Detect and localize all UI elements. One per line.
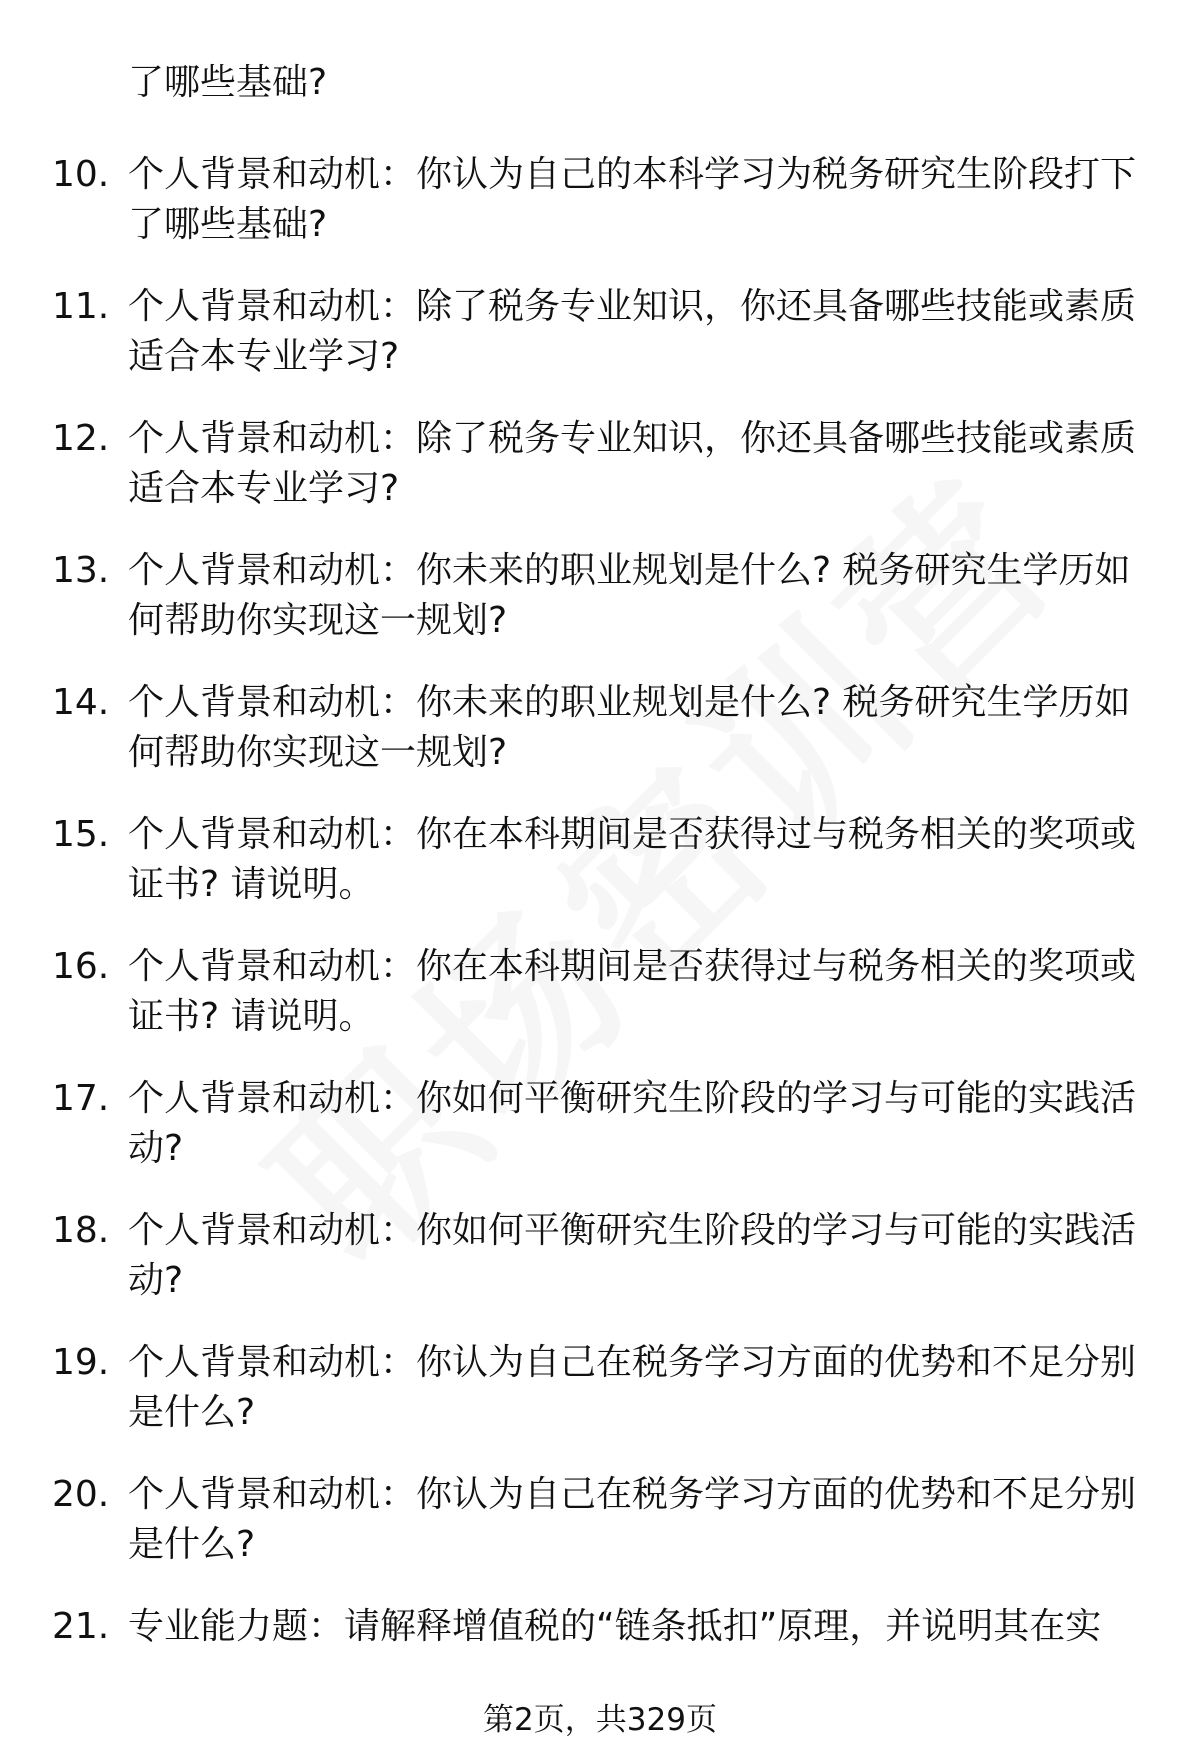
item-text: 个人背景和动机：你认为自己的本科学习为税务研究生阶段打下了哪些基础? — [128, 154, 1137, 245]
item-text: 个人背景和动机：你在本科期间是否获得过与税务相关的奖项或证书? 请说明。 — [128, 946, 1137, 1037]
item-number: 19. — [52, 1342, 110, 1383]
item-text: 个人背景和动机：你如何平衡研究生阶段的学习与可能的实践活动? — [128, 1078, 1137, 1169]
item-text: 个人背景和动机：你如何平衡研究生阶段的学习与可能的实践活动? — [128, 1210, 1137, 1301]
item-text: 个人背景和动机：你认为自己在税务学习方面的优势和不足分别是什么? — [128, 1474, 1137, 1565]
item-number: 20. — [52, 1474, 110, 1515]
item-number: 13. — [52, 550, 110, 591]
continuation-text: 了哪些基础? — [128, 62, 328, 103]
question-list — [0, 150, 1200, 1734]
item-number: 12. — [52, 418, 110, 459]
item-text: 个人背景和动机：除了税务专业知识，你还具备哪些技能或素质适合本专业学习? — [128, 286, 1137, 377]
item-number: 15. — [52, 814, 110, 855]
item-text: 个人背景和动机：你在本科期间是否获得过与税务相关的奖项或证书? 请说明。 — [128, 814, 1137, 905]
list-item — [0, 282, 1200, 414]
item-number: 18. — [52, 1210, 110, 1251]
list-item — [0, 546, 1200, 678]
item-number: 14. — [52, 682, 110, 723]
list-item — [0, 810, 1200, 942]
item-number: 21. — [52, 1606, 110, 1647]
list-item — [0, 414, 1200, 546]
list-item — [0, 1338, 1200, 1470]
item-text: 专业能力题：请解释增值税的“链条抵扣”原理，并说明其在实 — [128, 1606, 1102, 1647]
item-text: 个人背景和动机：你认为自己在税务学习方面的优势和不足分别是什么? — [128, 1342, 1137, 1433]
list-item — [0, 678, 1200, 810]
item-text: 个人背景和动机：你未来的职业规划是什么? 税务研究生学历如何帮助你实现这一规划? — [128, 682, 1131, 773]
list-item — [0, 1074, 1200, 1206]
list-item — [0, 942, 1200, 1074]
page-footer: 第2页，共329页 — [483, 1702, 717, 1738]
item-number: 17. — [52, 1078, 110, 1119]
list-item — [0, 1470, 1200, 1602]
item-number: 11. — [52, 286, 110, 327]
list-item — [0, 150, 1200, 282]
item-number: 16. — [52, 946, 110, 987]
list-item — [0, 1206, 1200, 1338]
item-number: 10. — [52, 154, 110, 195]
item-text: 个人背景和动机：除了税务专业知识，你还具备哪些技能或素质适合本专业学习? — [128, 418, 1137, 509]
item-text: 个人背景和动机：你未来的职业规划是什么? 税务研究生学历如何帮助你实现这一规划? — [128, 550, 1131, 641]
